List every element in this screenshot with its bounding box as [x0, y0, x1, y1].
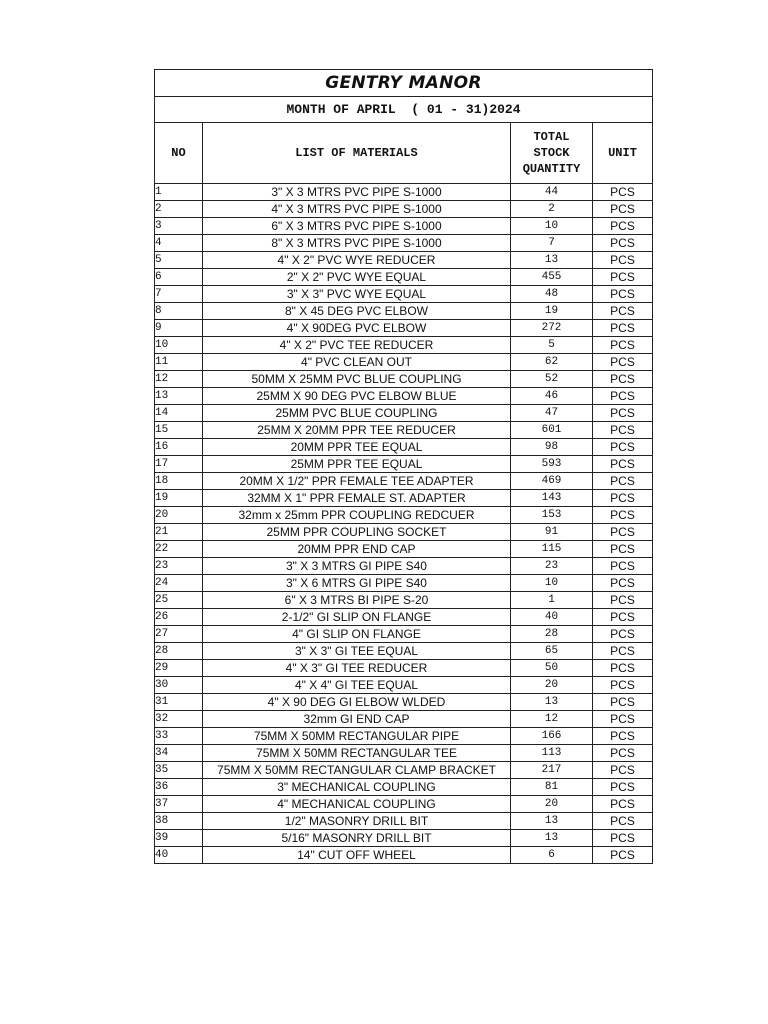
- table-row: [155, 694, 653, 711]
- table-row: [155, 473, 653, 490]
- table-row: [155, 507, 653, 524]
- material-name: 75MM X 50MM RECTANGULAR CLAMP BRACKET: [203, 762, 511, 779]
- row-number: 6: [155, 269, 203, 286]
- unit-label: PCS: [593, 507, 653, 524]
- unit-label: PCS: [593, 354, 653, 371]
- row-number: 36: [155, 779, 203, 796]
- unit-label: PCS: [593, 184, 653, 201]
- unit-label: PCS: [593, 796, 653, 813]
- material-name: 4" GI SLIP ON FLANGE: [203, 626, 511, 643]
- table-row: [155, 422, 653, 439]
- unit-label: PCS: [593, 388, 653, 405]
- table-row: [155, 456, 653, 473]
- material-name: 4" X 3 MTRS PVC PIPE S-1000: [203, 201, 511, 218]
- row-number: 39: [155, 830, 203, 847]
- row-number: 26: [155, 609, 203, 626]
- material-name: 4" X 3" GI TEE REDUCER: [203, 660, 511, 677]
- row-number: 14: [155, 405, 203, 422]
- column-header-materials: LIST OF MATERIALS: [203, 123, 511, 184]
- stock-quantity: 44: [511, 184, 593, 201]
- stock-quantity: 455: [511, 269, 593, 286]
- row-number: 2: [155, 201, 203, 218]
- table-row: [155, 728, 653, 745]
- unit-label: PCS: [593, 643, 653, 660]
- table-row: [155, 847, 653, 864]
- table-row: [155, 235, 653, 252]
- table-row: [155, 303, 653, 320]
- row-number: 10: [155, 337, 203, 354]
- unit-label: PCS: [593, 660, 653, 677]
- row-number: 7: [155, 286, 203, 303]
- unit-label: PCS: [593, 779, 653, 796]
- unit-label: PCS: [593, 439, 653, 456]
- material-name: 20MM PPR END CAP: [203, 541, 511, 558]
- unit-label: PCS: [593, 694, 653, 711]
- row-number: 12: [155, 371, 203, 388]
- table-row: [155, 626, 653, 643]
- stock-quantity: 81: [511, 779, 593, 796]
- stock-quantity: 20: [511, 677, 593, 694]
- column-header-unit: UNIT: [593, 123, 653, 184]
- unit-label: PCS: [593, 405, 653, 422]
- stock-quantity: 272: [511, 320, 593, 337]
- stock-quantity: 6: [511, 847, 593, 864]
- table-row: [155, 201, 653, 218]
- unit-label: PCS: [593, 813, 653, 830]
- stock-quantity: 46: [511, 388, 593, 405]
- table-row: [155, 388, 653, 405]
- table-row: [155, 643, 653, 660]
- unit-label: PCS: [593, 626, 653, 643]
- material-name: 4" MECHANICAL COUPLING: [203, 796, 511, 813]
- unit-label: PCS: [593, 524, 653, 541]
- row-number: 23: [155, 558, 203, 575]
- material-name: 20MM PPR TEE EQUAL: [203, 439, 511, 456]
- table-row: [155, 439, 653, 456]
- material-name: 32MM X 1" PPR FEMALE ST. ADAPTER: [203, 490, 511, 507]
- column-header-quantity: TOTAL STOCK QUANTITY: [511, 123, 593, 184]
- material-name: 5/16" MASONRY DRILL BIT: [203, 830, 511, 847]
- row-number: 27: [155, 626, 203, 643]
- unit-label: PCS: [593, 456, 653, 473]
- table-row: [155, 354, 653, 371]
- material-name: 4" PVC CLEAN OUT: [203, 354, 511, 371]
- stock-quantity: 153: [511, 507, 593, 524]
- material-name: 6" X 3 MTRS BI PIPE S-20: [203, 592, 511, 609]
- stock-quantity: 20: [511, 796, 593, 813]
- table-row: [155, 371, 653, 388]
- table-row: [155, 575, 653, 592]
- row-number: 22: [155, 541, 203, 558]
- row-number: 13: [155, 388, 203, 405]
- row-number: 37: [155, 796, 203, 813]
- material-name: 25MM X 20MM PPR TEE REDUCER: [203, 422, 511, 439]
- row-number: 5: [155, 252, 203, 269]
- row-number: 11: [155, 354, 203, 371]
- unit-label: PCS: [593, 303, 653, 320]
- table-row: [155, 677, 653, 694]
- material-name: 4" X 90 DEG GI ELBOW WLDED: [203, 694, 511, 711]
- stock-quantity: 143: [511, 490, 593, 507]
- row-number: 38: [155, 813, 203, 830]
- row-number: 25: [155, 592, 203, 609]
- material-name: 8" X 3 MTRS PVC PIPE S-1000: [203, 235, 511, 252]
- table-row: [155, 592, 653, 609]
- unit-label: PCS: [593, 286, 653, 303]
- table-row: [155, 796, 653, 813]
- stock-quantity: 48: [511, 286, 593, 303]
- table-row: [155, 558, 653, 575]
- table-row: [155, 609, 653, 626]
- row-number: 9: [155, 320, 203, 337]
- row-number: 33: [155, 728, 203, 745]
- table-row: [155, 762, 653, 779]
- unit-label: PCS: [593, 320, 653, 337]
- row-number: 18: [155, 473, 203, 490]
- material-name: 32mm GI END CAP: [203, 711, 511, 728]
- unit-label: PCS: [593, 235, 653, 252]
- material-name: 32mm x 25mm PPR COUPLING REDCUER: [203, 507, 511, 524]
- row-number: 17: [155, 456, 203, 473]
- unit-label: PCS: [593, 830, 653, 847]
- table-row: [155, 830, 653, 847]
- row-number: 3: [155, 218, 203, 235]
- material-name: 50MM X 25MM PVC BLUE COUPLING: [203, 371, 511, 388]
- table-row: [155, 286, 653, 303]
- stock-quantity: 166: [511, 728, 593, 745]
- row-number: 1: [155, 184, 203, 201]
- unit-label: PCS: [593, 337, 653, 354]
- material-name: 4" X 2" PVC WYE REDUCER: [203, 252, 511, 269]
- row-number: 32: [155, 711, 203, 728]
- stock-quantity: 1: [511, 592, 593, 609]
- material-name: 3" X 3" GI TEE EQUAL: [203, 643, 511, 660]
- unit-label: PCS: [593, 201, 653, 218]
- row-number: 31: [155, 694, 203, 711]
- material-name: 14" CUT OFF WHEEL: [203, 847, 511, 864]
- unit-label: PCS: [593, 473, 653, 490]
- period-label: MONTH OF APRIL ( 01 - 31)2024: [155, 97, 653, 123]
- row-number: 19: [155, 490, 203, 507]
- stock-quantity: 50: [511, 660, 593, 677]
- material-name: 2-1/2" GI SLIP ON FLANGE: [203, 609, 511, 626]
- unit-label: PCS: [593, 609, 653, 626]
- table-body: [155, 184, 653, 864]
- table-row: [155, 779, 653, 796]
- stock-quantity: 593: [511, 456, 593, 473]
- material-name: 6" X 3 MTRS PVC PIPE S-1000: [203, 218, 511, 235]
- unit-label: PCS: [593, 762, 653, 779]
- table-row: [155, 320, 653, 337]
- row-number: 29: [155, 660, 203, 677]
- row-number: 28: [155, 643, 203, 660]
- stock-quantity: 7: [511, 235, 593, 252]
- table-row: [155, 490, 653, 507]
- stock-quantity: 113: [511, 745, 593, 762]
- row-number: 34: [155, 745, 203, 762]
- table-row: [155, 337, 653, 354]
- unit-label: PCS: [593, 541, 653, 558]
- stock-quantity: 10: [511, 218, 593, 235]
- table-row: [155, 711, 653, 728]
- stock-quantity: 52: [511, 371, 593, 388]
- column-header-no: NO: [155, 123, 203, 184]
- row-number: 24: [155, 575, 203, 592]
- row-number: 4: [155, 235, 203, 252]
- row-number: 8: [155, 303, 203, 320]
- row-number: 40: [155, 847, 203, 864]
- material-name: 25MM PPR COUPLING SOCKET: [203, 524, 511, 541]
- stock-quantity: 28: [511, 626, 593, 643]
- stock-quantity: 13: [511, 813, 593, 830]
- table-row: [155, 541, 653, 558]
- material-name: 3" X 3 MTRS PVC PIPE S-1000: [203, 184, 511, 201]
- material-name: 3" X 6 MTRS GI PIPE S40: [203, 575, 511, 592]
- document-title: GENTRY MANOR: [155, 70, 653, 97]
- stock-quantity: 12: [511, 711, 593, 728]
- inventory-table: [154, 69, 653, 864]
- material-name: 25MM X 90 DEG PVC ELBOW BLUE: [203, 388, 511, 405]
- stock-quantity: 40: [511, 609, 593, 626]
- stock-quantity: 2: [511, 201, 593, 218]
- stock-quantity: 13: [511, 252, 593, 269]
- table-row: [155, 405, 653, 422]
- stock-quantity: 5: [511, 337, 593, 354]
- material-name: 25MM PPR TEE EQUAL: [203, 456, 511, 473]
- table-row: [155, 660, 653, 677]
- material-name: 25MM PVC BLUE COUPLING: [203, 405, 511, 422]
- unit-label: PCS: [593, 422, 653, 439]
- table-row: [155, 252, 653, 269]
- material-name: 3" MECHANICAL COUPLING: [203, 779, 511, 796]
- stock-quantity: 91: [511, 524, 593, 541]
- row-number: 15: [155, 422, 203, 439]
- unit-label: PCS: [593, 490, 653, 507]
- stock-quantity: 601: [511, 422, 593, 439]
- material-name: 75MM X 50MM RECTANGULAR TEE: [203, 745, 511, 762]
- unit-label: PCS: [593, 558, 653, 575]
- stock-quantity: 47: [511, 405, 593, 422]
- row-number: 20: [155, 507, 203, 524]
- stock-quantity: 13: [511, 830, 593, 847]
- row-number: 16: [155, 439, 203, 456]
- unit-label: PCS: [593, 847, 653, 864]
- stock-quantity: 19: [511, 303, 593, 320]
- stock-quantity: 217: [511, 762, 593, 779]
- table-row: [155, 269, 653, 286]
- unit-label: PCS: [593, 711, 653, 728]
- stock-quantity: 10: [511, 575, 593, 592]
- row-number: 21: [155, 524, 203, 541]
- material-name: 1/2" MASONRY DRILL BIT: [203, 813, 511, 830]
- material-name: 4" X 2" PVC TEE REDUCER: [203, 337, 511, 354]
- stock-quantity: 62: [511, 354, 593, 371]
- unit-label: PCS: [593, 728, 653, 745]
- material-name: 3" X 3" PVC WYE EQUAL: [203, 286, 511, 303]
- material-name: 3" X 3 MTRS GI PIPE S40: [203, 558, 511, 575]
- stock-quantity: 115: [511, 541, 593, 558]
- stock-quantity: 65: [511, 643, 593, 660]
- material-name: 4" X 4" GI TEE EQUAL: [203, 677, 511, 694]
- column-header-row: [155, 123, 653, 184]
- material-name: 2" X 2" PVC WYE EQUAL: [203, 269, 511, 286]
- unit-label: PCS: [593, 371, 653, 388]
- unit-label: PCS: [593, 575, 653, 592]
- unit-label: PCS: [593, 592, 653, 609]
- stock-quantity: 13: [511, 694, 593, 711]
- table-row: [155, 218, 653, 235]
- material-name: 4" X 90DEG PVC ELBOW: [203, 320, 511, 337]
- stock-quantity: 23: [511, 558, 593, 575]
- unit-label: PCS: [593, 269, 653, 286]
- unit-label: PCS: [593, 218, 653, 235]
- row-number: 35: [155, 762, 203, 779]
- material-name: 20MM X 1/2" PPR FEMALE TEE ADAPTER: [203, 473, 511, 490]
- stock-quantity: 98: [511, 439, 593, 456]
- unit-label: PCS: [593, 745, 653, 762]
- table-row: [155, 524, 653, 541]
- stock-quantity: 469: [511, 473, 593, 490]
- table-row: [155, 184, 653, 201]
- table-row: [155, 813, 653, 830]
- unit-label: PCS: [593, 677, 653, 694]
- unit-label: PCS: [593, 252, 653, 269]
- table-row: [155, 745, 653, 762]
- material-name: 75MM X 50MM RECTANGULAR PIPE: [203, 728, 511, 745]
- material-name: 8" X 45 DEG PVC ELBOW: [203, 303, 511, 320]
- row-number: 30: [155, 677, 203, 694]
